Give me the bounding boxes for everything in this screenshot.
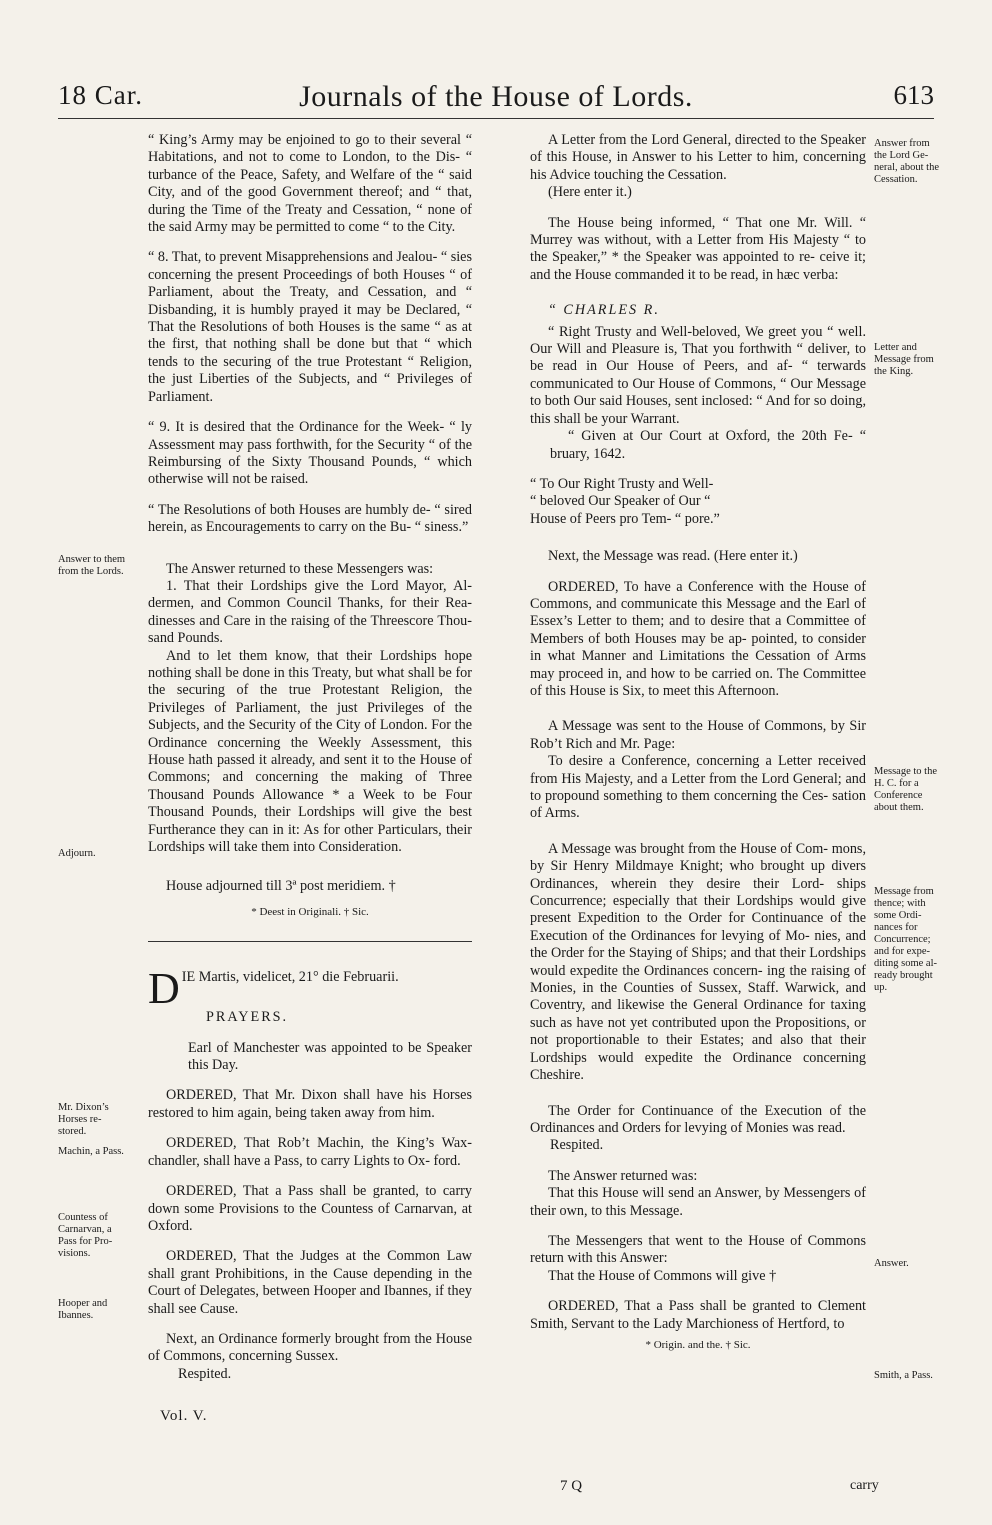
right-para-6: “ To Our Right Trusty and Well- “ beloved Our Speaker of Our “ House of Peers pro Tem- “ pore.” [530,475,720,527]
margin-note-ordinances: Message from thence; with some Ordi- nances for Concurrence; and for expe- diting some al- ready brought up. [874,886,937,993]
catchword: carry [850,1478,879,1493]
left-para-5: The Answer returned to these Messengers was: [166,560,434,577]
left-para-11: ORDERED, That Rob’t Machin, the King’s Wax- chandler, shall have a Pass, to carry Lights to Ox- ford. [148,1135,472,1169]
margin-note-message-hc: Message to the H. C. for a Conference about them. [874,766,937,813]
right-para-10: To desire a Conference, concerning a Letter received from His Majesty, and a Letter from the Lord General; and to propound something to them concerning the Ces- sation of Arms. [530,753,866,822]
left-footnotes: * Deest in Originali. † Sic. [251,905,369,918]
right-para-18: ORDERED, That a Pass shall be granted to Clement Smith, Servant to the Lady Marchioness of Hertford, to [530,1298,866,1332]
signature-mark: 7 Q [560,1478,583,1494]
right-para-1b: (Here enter it.) [548,184,632,201]
left-para-3: “ 9. It is desired that the Ordinance for the Week- “ ly Assessment may pass forthwith, for the Security “ of the Reimbursing of the Sixty Thousand Pounds, “ which otherwise will not be raised. [148,419,472,488]
right-para-12: The Order for Continuance of the Execution of the Ordinances and Orders for levying of Monies was read. [530,1102,866,1136]
margin-note-smith: Smith, a Pass. [874,1370,933,1381]
right-para-7: Next, the Message was read. (Here enter it.) [548,548,798,565]
right-para-8: ORDERED, To have a Conference with the House of Commons, and communicate this Message and the Earl of Essex’s Letter to them; and to desire that a Committee of Members of both Houses may be ap- pointed, to consider in what Manner and Limitations the Cessation of Arms may proceed in, and how to be carried on. The Committee of this House is Six, to meet this Afternoon. [530,578,866,699]
right-para-9: A Message was sent to the House of Commons, by Sir Rob’t Rich and Mr. Page: [530,718,866,752]
left-para-13: ORDERED, That the Judges at the Common Law shall grant Prohibitions, in the Cause depending in the Court of Delegates, between Hooper and Ibannes, if they shall see Cause. [148,1248,472,1317]
left-para-4: “ The Resolutions of both Houses are humbly de- “ sired herein, as Encouragements to carry on the Bu- “ siness.” [148,501,472,536]
page-number: 613 [893,80,934,110]
margin-note-king-letter: Letter and Message from the King. [874,342,934,377]
margin-note-lord-general: Answer from the Lord Ge- neral, about the Cessation. [874,138,940,185]
left-column [148,132,472,1383]
prayers-heading: PRAYERS. [206,1009,289,1026]
header-title: Journals of the House of Lords. [299,80,693,113]
margin-note-hooper: Hooper and Ibannes. [58,1298,108,1321]
right-para-1: A Letter from the Lord General, directed to the Speaker of this House, in Answer to his Letter to him, concerning his Advice touching the Cessation. [530,132,866,183]
left-para-8: House adjourned till 3ª post meridiem. † [166,878,396,895]
right-column [530,132,866,1367]
left-para-14: Next, an Ordinance formerly brought from the House of Commons, concerning Sussex. [148,1330,472,1365]
header-rule [58,118,934,119]
left-para-10: ORDERED, That Mr. Dixon shall have his Horses restored to him again, being taken away from him. [148,1087,472,1121]
right-para-4: “ Right Trusty and Well-beloved, We greet you “ well. Our Will and Pleasure is, That you forthwith “ deliver, to be read in Our House of Peers, and af- “ terwards communicated to Our House of Commons, “ Our Message to both Our said Houses, sent inclosed: “ And for so doing, this shall be your Warrant. [530,323,866,427]
left-para-7: And to let them know, that their Lordships hope nothing shall be done in this Treaty, but what shall be for the securing of the true Protestant Religion, the Privileges of Parliament, the just Privileges of the Subjects, and the Security of the City of London. For the Ordinance concerning the Weekly Assessment, this House hath passed it already, and sent it to the House of Commons; and concerning the making of Three Thousand Pounds Allowance * a Week to be Four Thousand Pounds, their Lordships will give the best Furtherance they can in it: As for other Particulars, their Lordships will take them into Consideration. [148,647,472,856]
date-initial: D [148,964,180,1014]
right-para-15: That this House will send an Answer, by Messengers of their own, to this Message. [530,1185,866,1219]
left-para-12: ORDERED, That a Pass shall be granted, to carry down some Provisions to the Countess of Carnarvan, at Oxford. [148,1183,472,1234]
margin-note-machin: Machin, a Pass. [58,1146,124,1157]
margin-note-answer-lords: Answer to them from the Lords. [58,554,126,577]
left-para-6: 1. That their Lordships give the Lord Mayor, Al- dermen, and Common Council Thanks, for their Rea- dinesses and Care in the raising of the Threescore Thou- sand Pounds. [148,577,472,647]
right-para-16: The Messengers that went to the House of Commons return with this Answer: [530,1232,866,1267]
date-heading-text: IE Martis, videlicet, 21° die Februarii. [181,969,399,986]
margin-note-dixon: Mr. Dixon’s Horses re- stored. [58,1102,109,1137]
right-para-3: “ CHARLES R. [548,302,660,319]
header-regnal-year: 18 Car. [58,80,143,110]
date-heading [148,964,472,1014]
left-para-9: Earl of Manchester was appointed to be Speaker this Day. [188,1039,472,1074]
margin-note-carnarvan: Countess of Carnarvan, a Pass for Pro- visions. [58,1212,113,1259]
right-para-17: That the House of Commons will give † [548,1267,777,1284]
right-para-14: The Answer returned was: [548,1167,698,1184]
right-para-11: A Message was brought from the House of Com- mons, by Sir Henry Mildmaye Knight; who brought up divers Ordinances, wherein they desire their Lord- ships Concurrence; especially that their Lordships would give present Expedition to the Order for Continuance of the Execution of the Ordinances for levying of Mo- nies, and the Order for the Staying of Ships; and that their Lordships would expedite the Ordinances concern- ing the raising of Monies, in the Counties of Sussex, Staff. Warwick, and Coventry, and likewise the General Ordinance for taxing such as have not yet contributed upon the Propositions, or not proportionable to their Estates; and also that their Lordships would expedite the Ordinance concerning Cheshire. [530,840,866,1084]
margin-note-answer: Answer. [874,1258,909,1269]
left-para-1: “ King’s Army may be enjoined to go to their several “ Habitations, and not to come to London, to the Dis- “ turbance of the Peace, Safety, and Welfare of the “ said City, and of the good Government thereof; and “ that, during the Time of the Treaty and Cessation, “ none of the said Army may be permitted to come “ to the City. [148,132,472,236]
left-para-15: Respited. [178,1365,232,1382]
section-rule [148,941,472,943]
left-para-2: “ 8. That, to prevent Misapprehensions and Jealou- “ sies concerning the present Proceedings of both Houses “ of Parliament, about the Treaty, and Cessation, and “ Disbanding, it is humbly prayed it may be Declared, “ That the Resolutions of both Houses is the same “ as at the first, that nothing shall be done but that “ which tends to the securing of the true Protestant “ Religion, the just Liberties of the Subjects, and “ Privileges of Parliament. [148,249,472,405]
right-para-13: Respited. [550,1137,604,1154]
volume-mark: Vol. V. [160,1408,208,1424]
margin-note-adjourn: Adjourn. [58,848,96,859]
right-para-2: The House being informed, “ That one Mr. Will. “ Murrey was without, with a Letter from His Majesty “ to the Speaker,” * the Speaker was appointed to re- ceive it; and the House commanded it to be read, in hæc verba: [530,214,866,283]
right-footnotes: * Origin. and the. † Sic. [645,1338,751,1351]
right-para-5: “ Given at Our Court at Oxford, the 20th Fe- “ bruary, 1642. [550,428,866,462]
